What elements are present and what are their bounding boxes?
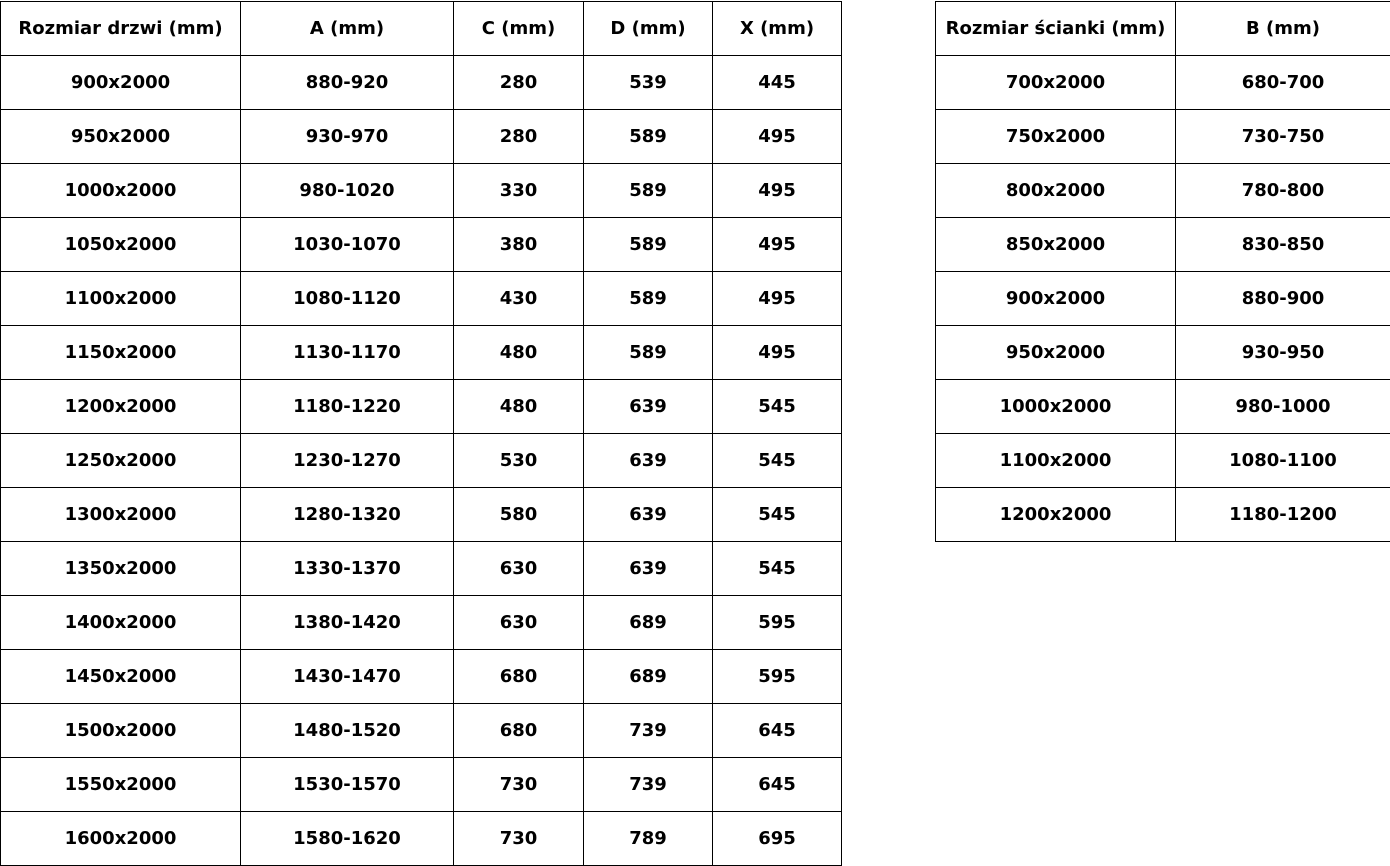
cell-x: 545 — [713, 380, 842, 434]
cell-b: 980-1000 — [1176, 380, 1390, 434]
cell-door-size: 1450x2000 — [1, 650, 241, 704]
cell-wall-size: 750x2000 — [936, 110, 1176, 164]
column-header-d: D (mm) — [584, 2, 713, 56]
cell-x: 545 — [713, 488, 842, 542]
cell-wall-size: 1100x2000 — [936, 434, 1176, 488]
cell-door-size: 1600x2000 — [1, 812, 241, 866]
cell-c: 480 — [454, 326, 584, 380]
cell-d: 739 — [584, 704, 713, 758]
cell-c: 680 — [454, 704, 584, 758]
table-row — [936, 56, 1390, 110]
cell-a: 1180-1220 — [241, 380, 454, 434]
table-row — [1, 488, 842, 542]
cell-door-size: 1100x2000 — [1, 272, 241, 326]
cell-wall-size: 1000x2000 — [936, 380, 1176, 434]
cell-a: 1580-1620 — [241, 812, 454, 866]
table-row — [936, 272, 1390, 326]
table-row — [1, 218, 842, 272]
cell-x: 595 — [713, 650, 842, 704]
cell-x: 495 — [713, 326, 842, 380]
cell-x: 495 — [713, 110, 842, 164]
cell-c: 480 — [454, 380, 584, 434]
cell-a: 1480-1520 — [241, 704, 454, 758]
cell-d: 739 — [584, 758, 713, 812]
table-row — [1, 596, 842, 650]
cell-a: 880-920 — [241, 56, 454, 110]
column-header-door-size: Rozmiar drzwi (mm) — [1, 2, 241, 56]
cell-c: 430 — [454, 272, 584, 326]
cell-d: 789 — [584, 812, 713, 866]
table-row — [1, 56, 842, 110]
cell-b: 680-700 — [1176, 56, 1390, 110]
column-header-wall-size: Rozmiar ścianki (mm) — [936, 2, 1176, 56]
wall-sizes-table — [935, 1, 1390, 542]
cell-x: 695 — [713, 812, 842, 866]
table-row — [1, 434, 842, 488]
cell-d: 589 — [584, 164, 713, 218]
cell-wall-size: 700x2000 — [936, 56, 1176, 110]
cell-b: 880-900 — [1176, 272, 1390, 326]
cell-door-size: 1400x2000 — [1, 596, 241, 650]
cell-a: 930-970 — [241, 110, 454, 164]
cell-wall-size: 800x2000 — [936, 164, 1176, 218]
cell-c: 630 — [454, 542, 584, 596]
cell-a: 1430-1470 — [241, 650, 454, 704]
column-header-a: A (mm) — [241, 2, 454, 56]
cell-door-size: 900x2000 — [1, 56, 241, 110]
cell-c: 680 — [454, 650, 584, 704]
table-row — [936, 164, 1390, 218]
cell-b: 830-850 — [1176, 218, 1390, 272]
cell-wall-size: 900x2000 — [936, 272, 1176, 326]
cell-a: 980-1020 — [241, 164, 454, 218]
cell-a: 1330-1370 — [241, 542, 454, 596]
cell-b: 930-950 — [1176, 326, 1390, 380]
cell-a: 1380-1420 — [241, 596, 454, 650]
cell-door-size: 1300x2000 — [1, 488, 241, 542]
cell-door-size: 1500x2000 — [1, 704, 241, 758]
cell-wall-size: 850x2000 — [936, 218, 1176, 272]
cell-c: 280 — [454, 56, 584, 110]
cell-a: 1230-1270 — [241, 434, 454, 488]
cell-d: 689 — [584, 650, 713, 704]
table-row — [936, 488, 1390, 542]
cell-b: 730-750 — [1176, 110, 1390, 164]
cell-x: 645 — [713, 704, 842, 758]
table-row — [936, 326, 1390, 380]
cell-d: 689 — [584, 596, 713, 650]
cell-wall-size: 1200x2000 — [936, 488, 1176, 542]
cell-d: 639 — [584, 434, 713, 488]
cell-door-size: 1250x2000 — [1, 434, 241, 488]
table-row — [1, 650, 842, 704]
cell-d: 589 — [584, 272, 713, 326]
cell-b: 1180-1200 — [1176, 488, 1390, 542]
cell-door-size: 1050x2000 — [1, 218, 241, 272]
cell-d: 589 — [584, 110, 713, 164]
table-row — [936, 380, 1390, 434]
cell-d: 639 — [584, 488, 713, 542]
cell-d: 539 — [584, 56, 713, 110]
cell-x: 495 — [713, 272, 842, 326]
table-row — [1, 812, 842, 866]
table-row — [936, 110, 1390, 164]
table-row — [1, 326, 842, 380]
cell-door-size: 1200x2000 — [1, 380, 241, 434]
cell-a: 1280-1320 — [241, 488, 454, 542]
cell-x: 495 — [713, 164, 842, 218]
table-row — [936, 218, 1390, 272]
cell-c: 280 — [454, 110, 584, 164]
cell-door-size: 1150x2000 — [1, 326, 241, 380]
table-row — [1, 758, 842, 812]
cell-b: 780-800 — [1176, 164, 1390, 218]
cell-x: 445 — [713, 56, 842, 110]
cell-c: 330 — [454, 164, 584, 218]
table-row — [1, 272, 842, 326]
cell-x: 595 — [713, 596, 842, 650]
cell-x: 645 — [713, 758, 842, 812]
cell-a: 1530-1570 — [241, 758, 454, 812]
door-sizes-table — [0, 1, 842, 866]
cell-wall-size: 950x2000 — [936, 326, 1176, 380]
cell-a: 1030-1070 — [241, 218, 454, 272]
column-header-c: C (mm) — [454, 2, 584, 56]
cell-x: 545 — [713, 542, 842, 596]
cell-a: 1080-1120 — [241, 272, 454, 326]
cell-c: 730 — [454, 812, 584, 866]
table-row — [1, 164, 842, 218]
table-row — [1, 380, 842, 434]
cell-door-size: 950x2000 — [1, 110, 241, 164]
cell-x: 495 — [713, 218, 842, 272]
cell-x: 545 — [713, 434, 842, 488]
table-header-row — [1, 2, 842, 56]
column-header-x: X (mm) — [713, 2, 842, 56]
table-row — [936, 434, 1390, 488]
cell-door-size: 1350x2000 — [1, 542, 241, 596]
table-row — [1, 542, 842, 596]
cell-d: 589 — [584, 218, 713, 272]
column-header-b: B (mm) — [1176, 2, 1390, 56]
cell-c: 580 — [454, 488, 584, 542]
cell-c: 380 — [454, 218, 584, 272]
table-row — [1, 704, 842, 758]
cell-a: 1130-1170 — [241, 326, 454, 380]
table-header-row — [936, 2, 1390, 56]
cell-c: 530 — [454, 434, 584, 488]
cell-b: 1080-1100 — [1176, 434, 1390, 488]
cell-d: 639 — [584, 542, 713, 596]
cell-d: 639 — [584, 380, 713, 434]
cell-door-size: 1550x2000 — [1, 758, 241, 812]
cell-d: 589 — [584, 326, 713, 380]
cell-c: 630 — [454, 596, 584, 650]
cell-door-size: 1000x2000 — [1, 164, 241, 218]
table-row — [1, 110, 842, 164]
cell-c: 730 — [454, 758, 584, 812]
